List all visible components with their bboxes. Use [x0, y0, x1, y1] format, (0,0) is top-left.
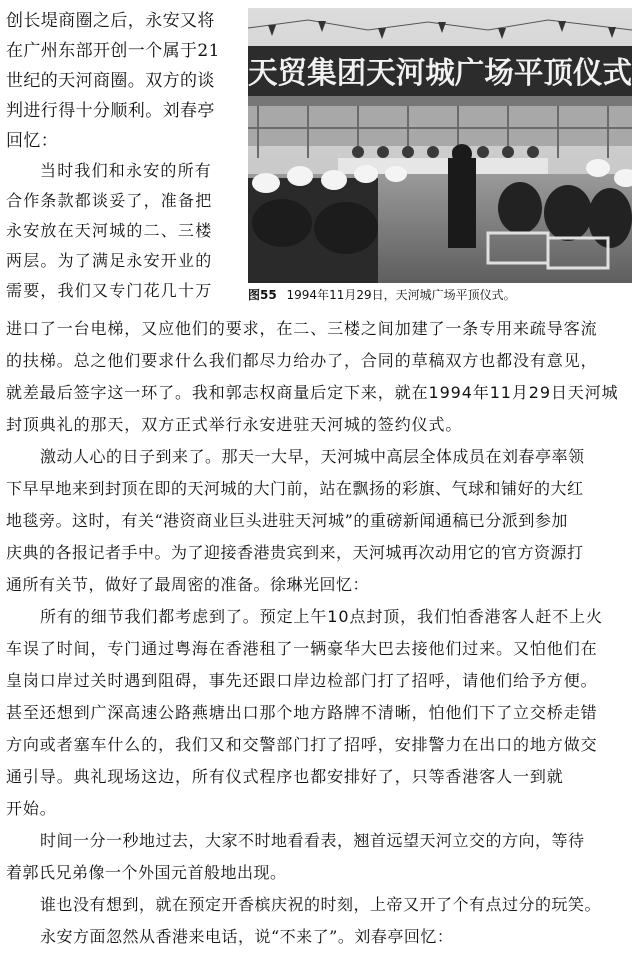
- wrapped-text-column: [6, 6, 236, 306]
- quote-paragraph: [6, 601, 634, 825]
- figure-caption-text: 1994年11月29日，天河城广场平顶仪式。: [286, 288, 516, 302]
- quote-paragraph-start: [6, 156, 236, 306]
- figure-caption: [248, 287, 632, 303]
- quote-paragraph-continued: [6, 313, 634, 441]
- text-line: 进口了一台电梯，又应他们的要求，在二、三楼之间加建了一条专用来疏导客流: [6, 319, 598, 338]
- ceremony-photo: [248, 8, 632, 283]
- text-line: 谁也没有想到，就在预定开香槟庆祝的时刻，上帝又开了个有点过分的玩笑。: [40, 895, 602, 914]
- text-line: 当时我们和永安的所有: [40, 161, 213, 180]
- text-line: 地毯旁。这时，有关“港资商业巨头进驻天河城”的重磅新闻通稿已分派到参加: [6, 511, 568, 530]
- text-line: 车误了时间，专门通过粤海在香港租了一辆豪华大巴去接他们过来。又怕他们在: [6, 639, 598, 658]
- text-line: 皇岗口岸过关时遇到阻碍，事先还跟口岸边检部门打了招呼，请他们给予方便。: [6, 671, 598, 690]
- narrative-paragraph: [6, 889, 634, 921]
- text-line: 方向或者塞车什么的，我们又和交警部门打了招呼，安排警力在出口的地方做交: [6, 735, 598, 754]
- text-line: 世纪的天河商圈。双方的谈: [6, 71, 215, 91]
- text-line: 在广州东部开创一个属于21: [6, 41, 220, 61]
- text-line: 回忆：: [6, 131, 59, 151]
- figure: [248, 8, 632, 308]
- main-text: [6, 313, 634, 953]
- text-line: 合作条款都谈妥了，准备把: [6, 191, 213, 210]
- text-line: 需要，我们又专门花几十万: [6, 281, 213, 300]
- text-line: 开始。: [6, 799, 57, 818]
- text-line: 永安方面忽然从香港来电话，说“不来了”。刘春亭回忆：: [40, 927, 454, 946]
- text-line: 着郭氏兄弟像一个外国元首般地出现。: [6, 863, 287, 882]
- text-line: 的扶梯。总之他们要求什么我们都尽力给办了，合同的草稿双方也都没有意见，: [6, 351, 598, 370]
- text-line: 甚至还想到广深高速公路燕塘出口那个地方路牌不清晰，怕他们下了立交桥走错: [6, 703, 598, 722]
- text-line: 创长堤商圈之后，永安又将: [6, 11, 215, 31]
- text-line: 激动人心的日子到来了。那天一大早，天河城中高层全体成员在刘春亭率领: [40, 447, 585, 466]
- text-line: 封顶典礼的那天，双方正式举行永安进驻天河城的签约仪式。: [6, 415, 463, 434]
- figure-number: 图55: [248, 288, 277, 302]
- text-line: 所有的细节我们都考虑到了。预定上午10点封顶，我们怕香港客人赶不上火: [40, 607, 603, 626]
- banner-text: 天贸集团天河城广场平顶仪式: [248, 56, 632, 91]
- narrative-paragraph: [6, 441, 634, 601]
- photo-illustration: [248, 8, 632, 283]
- text-line: 下早早地来到封顶在即的天河城的大门前，站在飘扬的彩旗、气球和铺好的大红: [6, 479, 584, 498]
- text-line: 通所有关节，做好了最周密的准备。徐琳光回忆：: [6, 575, 370, 594]
- text-line: 判进行得十分顺利。刘春亭: [6, 101, 215, 121]
- text-line: 庆典的各报记者手中。为了迎接香港贵宾到来，天河城再次动用它的官方资源打: [6, 543, 584, 562]
- narrative-paragraph: [6, 921, 634, 953]
- text-line: 两层。为了满足永安开业的: [6, 251, 213, 270]
- text-line: 就差最后签字这一环了。我和郭志权商量后定下来，就在1994年11月29日天河城: [6, 383, 619, 402]
- text-line: 通引导。典礼现场这边，所有仪式程序也都安排好了，只等香港客人一到就: [6, 767, 564, 786]
- text-line: 时间一分一秒地过去，大家不时地看看表，翘首远望天河立交的方向，等待: [40, 831, 585, 850]
- intro-paragraph: [6, 6, 236, 156]
- text-line: 永安放在天河城的二、三楼: [6, 221, 213, 240]
- narrative-paragraph: [6, 825, 634, 889]
